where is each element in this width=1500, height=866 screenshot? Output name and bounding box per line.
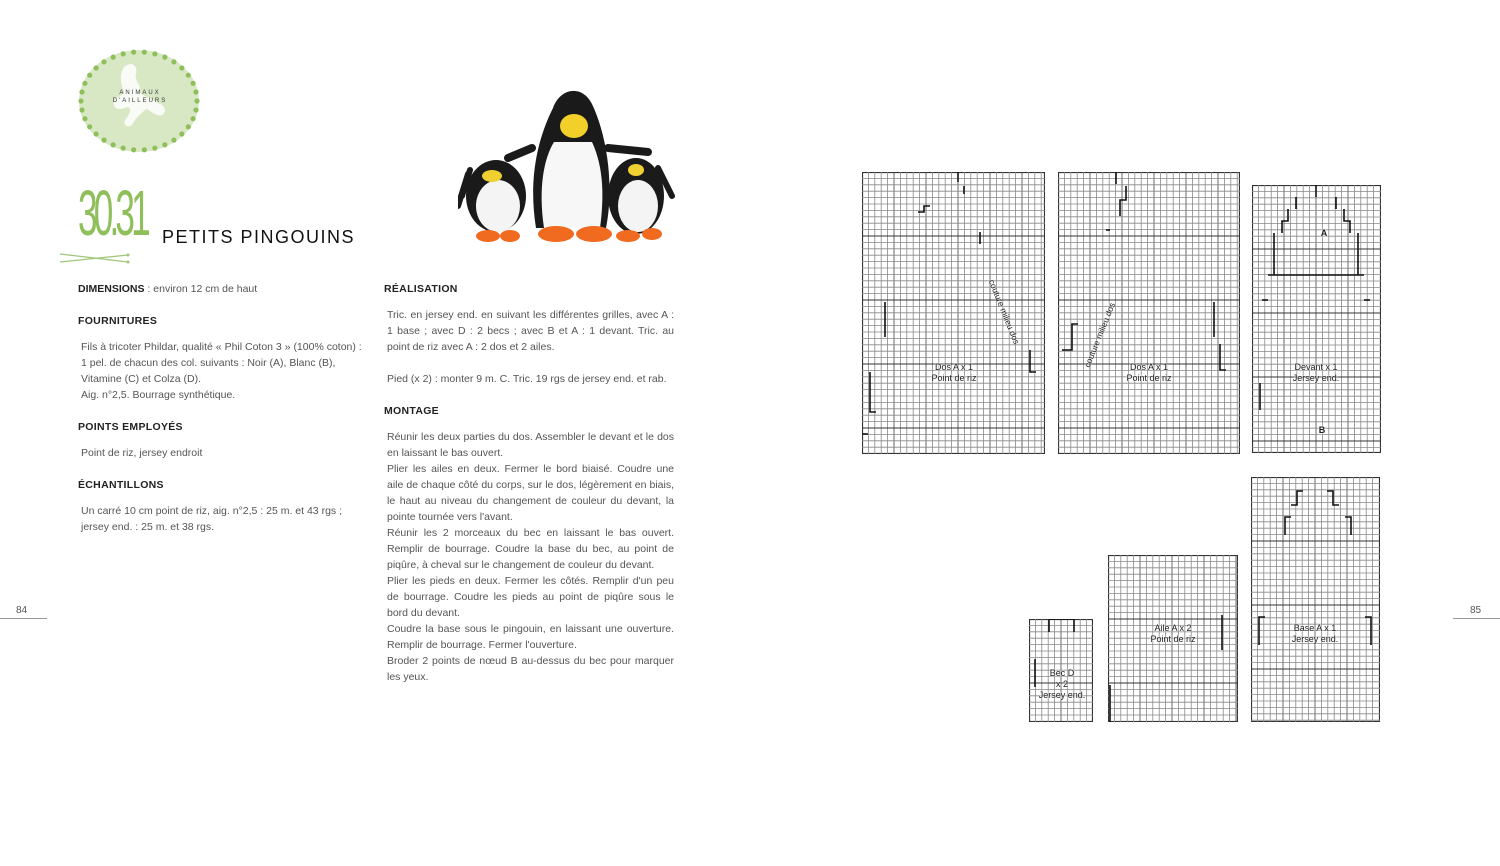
chart-base-stitch: Jersey end. [1291,634,1339,644]
logo-dot [193,107,198,112]
chart-aile-stitch: Point de riz [1150,634,1196,644]
logo-dot [190,116,195,121]
montage-step: Coudre la base sous le pingouin, en laissant une ouverture. Remplir de bourrage. Fermer l'ouverture. [387,623,674,651]
knitting-needles-icon [58,251,130,265]
chart-dos-2-seam-label: couture milieu dos [1082,301,1118,369]
page-number-left: 84 [16,605,28,616]
page-number-right-rule [1453,618,1500,619]
logo-dot [101,138,106,143]
logo-text [100,89,180,105]
logo-line1: ANIMAUX [119,90,161,96]
logo-line2: D'AILLEURS [112,98,168,104]
logo-dot [79,107,84,112]
chart-aile-title: Aile A x 2 [1154,623,1192,633]
chart-dos-1-label [912,362,996,384]
chart-base-title: Base A x 1 [1293,623,1337,633]
montage-heading: MONTAGE [384,405,439,417]
montage-step: Plier les ailes en deux. Fermer le bord biaisé. Coudre une aile de chaque côté du corps, sur le dos, légèrement en biais, le haut au niveau du changement de couleur du devant, la pointe tournée vers l'avant. [387,463,674,523]
page-number-right: 85 [1470,605,1482,616]
realisation-heading: RÉALISATION [384,283,458,295]
chart-dos-2-label [1107,362,1191,384]
echantillons-heading: ÉCHANTILLONS [78,479,164,491]
montage-step: Réunir les 2 morceaux du bec en laissant le bas ouvert. Remplir de bourrage. Coudre la base du bec, au point de piqûre, à cheval sur le changement de couleur du devant. [387,527,674,571]
chart-aile-label [1133,623,1213,645]
realisation-text: Tric. en jersey end. en suivant les différentes grilles, avec A : 1 base ; avec D : 2 becs ; avec B et A : 1 devant. Tric. au point de riz avec A : 2 dos et 2 ailes. [387,309,674,353]
small-penguin-left [458,160,526,242]
logo-dot [111,142,116,147]
chart-devant-color-b: B [1318,425,1326,435]
right-text-column [384,281,674,685]
chart-dos-1-title: Dos A x 1 [934,362,974,372]
chart-devant-stitch: Jersey end. [1292,373,1340,383]
montage-step: Broder 2 points de nœud B au-dessus du bec pour marquer les yeux. [387,655,674,683]
logo-dot [101,59,106,64]
logo-dot [171,138,176,143]
logo-dot [186,124,191,129]
chart-base [1251,477,1380,722]
logo-dot [152,51,157,56]
chart-bec-label [1031,668,1093,701]
logo-dot [111,55,116,60]
chart-dos-2-title: Dos A x 1 [1129,362,1169,372]
chart-dos-1 [862,172,1045,454]
dimensions-line [78,281,370,297]
logo-dot [82,116,87,121]
points-heading: POINTS EMPLOYÉS [78,421,183,433]
chart-devant-label [1276,362,1356,384]
logo-dot [79,89,84,94]
logo-dot [179,65,184,70]
chart-dos-1-seam-label: couture milieu dos [986,278,1022,346]
logo-dot [94,65,99,70]
logo-dot [131,50,136,55]
fournitures-heading: FOURNITURES [78,315,158,327]
chart-bec-title: Bec D [1049,668,1075,678]
dimensions-value: : environ 12 cm de haut [144,283,258,295]
realisation-pied: Pied (x 2) : monter 9 m. C. Tric. 19 rgs de jersey end. et rab. [387,373,667,385]
chart-dos-2 [1058,172,1240,454]
logo-dot [194,98,199,103]
logo-dot [162,142,167,147]
montage-step: Plier les pieds en deux. Fermer les côtés. Remplir d'un peu de bourrage. Coudre les pieds au point de piqûre sous le bord du devant. [387,575,674,619]
logo-dot [171,59,176,64]
chart-dos-2-stitch: Point de riz [1126,373,1172,383]
logo-dot [87,124,92,129]
echantillons-text: Un carré 10 cm point de riz, aig. n°2,5 : 25 m. et 43 rgs ; jersey end. : 25 m. et 38 rgs. [81,505,342,533]
chart-devant [1252,185,1381,453]
chart-devant-title: Devant x 1 [1294,362,1338,372]
logo-dot [131,147,136,152]
penguins-photo [458,78,678,248]
chart-base-label [1275,623,1355,645]
points-text: Point de riz, jersey endroit [81,447,203,459]
grid-border [1252,478,1380,722]
dimensions-label: DIMENSIONS [78,283,145,295]
montage-steps [384,429,674,685]
small-penguin-right [608,158,672,242]
page-number-left-rule [0,618,47,619]
logo-dot [87,73,92,78]
logo-dot [179,131,184,136]
montage-step: Réunir les deux parties du dos. Assembler le devant et le dos en laissant le bas ouvert. [387,431,674,459]
logo-dot [162,55,167,60]
logo-dot [186,73,191,78]
logo-dot [190,81,195,86]
logo-dot [121,51,126,56]
logo-dot [82,81,87,86]
logo-dot [78,98,83,103]
page-range-number: 30.31 [78,177,147,249]
fournitures-needles: Aig. n°2,5. Bourrage synthétique. [81,389,236,401]
chart-bec-count: x 2 [1055,679,1068,689]
logo-dot [193,89,198,94]
chart-bec-stitch: Jersey end. [1038,690,1086,700]
logo-dot [142,50,147,55]
chart-dos-1-stitch: Point de riz [931,373,977,383]
left-text-column [78,281,370,535]
logo-dot [152,146,157,151]
logo-dot [94,131,99,136]
logo-dot [142,147,147,152]
fournitures-text: Fils à tricoter Phildar, qualité « Phil Coton 3 » (100% coton) : 1 pel. de chacun des col. suivants : Noir (A), Blanc (B), Vitamine (C) et Colza (D). [81,341,362,385]
logo-dot [121,146,126,151]
chart-devant-color-a: A [1320,228,1328,238]
page-title: PETITS PINGOUINS [162,227,356,247]
